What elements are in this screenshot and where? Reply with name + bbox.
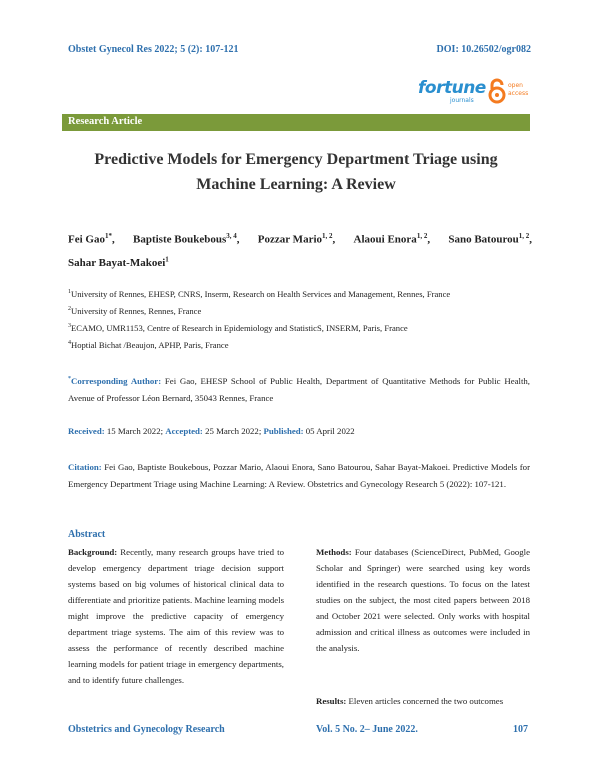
title-line-2: Machine Learning: A Review xyxy=(196,176,396,193)
title-line-1: Predictive Models for Emergency Department Triage using xyxy=(94,151,498,168)
page-number: 107 xyxy=(513,724,528,735)
author: Alaoui Enora$^{1, 2}$, xyxy=(353,232,431,246)
abstract-methods: Methods: Four databases (ScienceDirect, PubMed, Google Scholar and Springer) were searched using key words identified in the research questions. To focus on the latest studies on the subject, the most cited papers between 2018 and October 2021 were selected. Only works with hospital admission and critical illness as outcomes were included in the analysis. xyxy=(316,547,530,653)
doi[interactable]: DOI: 10.26502/ogr082 xyxy=(436,44,531,55)
footer-journal-name: Obstetrics and Gynecology Research xyxy=(68,724,225,735)
abstract-heading: Abstract xyxy=(68,529,106,540)
journals-logo-subtext: journals xyxy=(450,97,474,104)
open-access-icon xyxy=(486,78,508,104)
publisher-logo xyxy=(418,76,530,110)
paper-title xyxy=(62,147,530,197)
abstract-background: Background: Recently, many research groups have tried to develop emergency department triage decision support systems based on big volumes of historical clinical data to differentiate and prioritize patients. Machine learning models might improve the predictive capacity of emergency department triage systems. The aim of this review was to assess the performance of recently described machine learning models for patient triage in emergency departments, and to identify future challenges. xyxy=(68,547,284,685)
affiliation: $^4$Hoptial Bichat /Beaujon, APHP, Paris, France xyxy=(68,340,229,350)
affiliation: $^3$ECAMO, UMR1153, Centre of Research in Epidemiology and StatisticS, INSERM, Paris, France xyxy=(68,323,408,333)
author: Fei Gao$^{1*}$, xyxy=(68,232,115,246)
open-access-text: open access xyxy=(508,82,529,97)
journal-reference: Obstet Gynecol Res 2022; 5 (2): 107-121 xyxy=(68,44,239,55)
affiliation: $^1$University of Rennes, EHESP, CNRS, Inserm, Research on Health Services and Management, Rennes, France xyxy=(68,289,451,299)
corresponding-author: *Corresponding Author: Fei Gao, EHESP School of Public Health, Department of Quantitative Methods for Public Health, Avenue of Professor Léon Bernard, 35043 Rennes, France xyxy=(68,375,530,403)
affiliation: $^2$University of Rennes, Rennes, France xyxy=(68,306,202,316)
abstract-results: Results: Eleven articles concerned the two outcomes xyxy=(316,696,504,706)
publication-dates: Received: 15 March 2022; Accepted: 25 March 2022; Published: 05 April 2022 xyxy=(68,426,355,436)
fortune-logo-text: fortune xyxy=(418,78,486,98)
article-type-bar xyxy=(62,114,530,131)
author: Baptiste Boukebous$^{3, 4}$, xyxy=(133,232,240,246)
article-type: Research Article xyxy=(68,116,143,127)
author: Sano Batourou$^{1, 2}$, xyxy=(448,232,532,246)
footer-volume: Vol. 5 No. 2– June 2022. xyxy=(316,724,418,735)
citation: Citation: Fei Gao, Baptiste Boukebous, Pozzar Mario, Alaoui Enora, Sano Batourou, Sahar Bayat-Makoei. Predictive Models for Emergency Department Triage using Machine Learning: A Review. Obstetrics and Gynecology Research 5 (2022): 107-121. xyxy=(68,462,530,489)
author: Pozzar Mario$^{1, 2}$, xyxy=(257,232,336,246)
author-list xyxy=(68,226,532,273)
author: Sahar Bayat-Makoei$^1$ xyxy=(68,255,169,270)
